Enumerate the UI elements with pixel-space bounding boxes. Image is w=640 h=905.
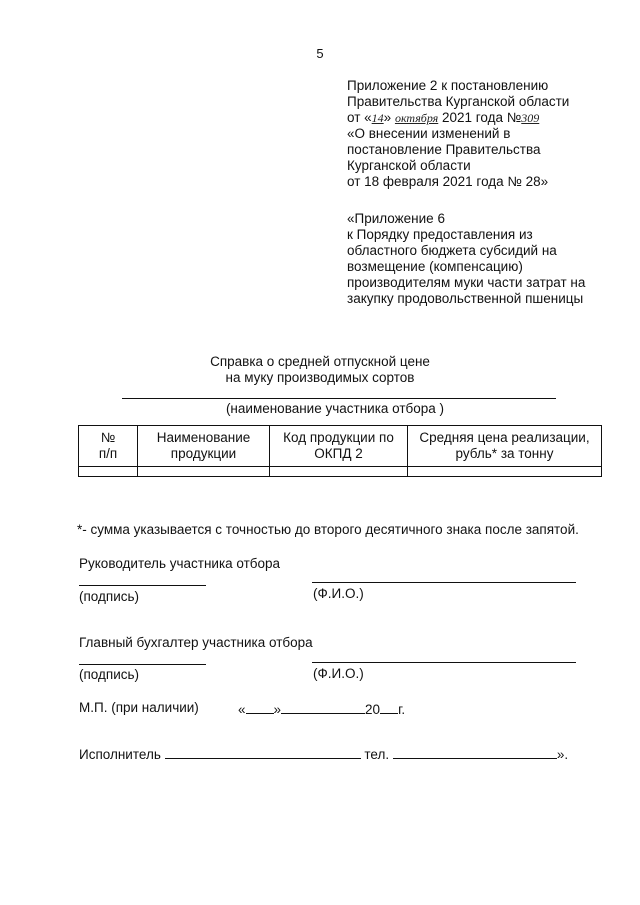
handwritten-month: октября: [394, 111, 439, 125]
page-number: 5: [316, 46, 324, 61]
table-row: [79, 467, 602, 477]
annex-header: [347, 78, 617, 190]
handwritten-day: 14: [371, 111, 384, 125]
stamp-label: М.П. (при наличии): [79, 700, 199, 715]
accountant-label: Главный бухгалтер участника отбора: [79, 635, 313, 650]
inner-annex: [347, 211, 617, 307]
phone-label: тел.: [364, 747, 390, 762]
date-field: [238, 700, 405, 718]
table-cell[interactable]: [270, 467, 408, 477]
title-line-1: Справка о средней отпускной цене: [210, 354, 430, 369]
director-signature-caption: (подпись): [79, 589, 140, 604]
director-label: Руководитель участника отбора: [79, 556, 281, 571]
executor-row: [79, 745, 568, 763]
accountant-signature-line[interactable]: [79, 664, 206, 665]
director-name-caption: (Ф.И.О.): [313, 586, 364, 601]
accountant-name-line[interactable]: [312, 662, 576, 663]
annex-line-3: [347, 110, 617, 126]
annex-line-4: «О внесении изменений в: [347, 126, 511, 141]
date-year-suffix: г.: [398, 702, 406, 717]
participant-name-caption: (наименование участника отбора ): [225, 401, 445, 416]
director-name-line[interactable]: [312, 582, 576, 583]
footnote: *- сумма указывается с точностью до второго десятичного знака после запятой.: [77, 522, 579, 537]
table-cell[interactable]: [408, 467, 602, 477]
annex-date-mid: »: [383, 110, 392, 125]
inner-annex-line-5: производителям муки части затрат на: [347, 275, 586, 290]
annex-line-5: постановление Правительства: [347, 142, 541, 157]
inner-annex-line-2: к Порядку предоставления из: [347, 227, 533, 242]
executor-label: Исполнитель: [79, 747, 161, 762]
date-close-quote: »: [273, 702, 282, 717]
price-table: [78, 425, 602, 477]
annex-date-prefix: от «: [347, 110, 372, 125]
annex-line-1: Приложение 2 к постановлению: [347, 78, 549, 93]
table-header-row: [79, 426, 602, 467]
director-signature-line[interactable]: [79, 585, 206, 586]
date-day-blank[interactable]: [246, 700, 274, 714]
table-cell[interactable]: [79, 467, 138, 477]
phone-blank[interactable]: [393, 745, 557, 759]
header-number: № п/п: [79, 426, 138, 467]
annex-date-year: 2021 года №: [442, 110, 522, 125]
executor-end: ».: [556, 747, 569, 762]
inner-annex-line-1: «Приложение 6: [347, 211, 445, 226]
date-year-blank[interactable]: [380, 700, 398, 714]
inner-annex-line-6: закупку продовольственной пшеницы: [347, 291, 584, 306]
date-year-prefix: 20: [365, 702, 381, 717]
annex-line-2: Правительства Курганской области: [347, 94, 570, 109]
header-product-name: Наименование продукции: [138, 426, 270, 467]
annex-line-6: Курганской области: [347, 158, 471, 173]
annex-line-7: от 18 февраля 2021 года № 28»: [347, 174, 549, 189]
title-line-2: на муку производимых сортов: [225, 370, 415, 385]
date-open-quote: «: [238, 702, 246, 717]
accountant-name-caption: (Ф.И.О.): [313, 666, 364, 681]
date-month-blank[interactable]: [281, 700, 365, 714]
header-okpd-code: Код продукции по ОКПД 2: [270, 426, 408, 467]
header-average-price: Средняя цена реализации, рубль* за тонну: [408, 426, 602, 467]
handwritten-number: 309: [521, 111, 540, 125]
inner-annex-line-4: возмещение (компенсацию): [347, 259, 523, 274]
table-cell[interactable]: [138, 467, 270, 477]
accountant-signature-caption: (подпись): [79, 667, 140, 682]
document-title: [0, 354, 640, 386]
inner-annex-line-3: областного бюджета субсидий на: [347, 243, 557, 258]
executor-name-blank[interactable]: [165, 745, 361, 759]
participant-name-line[interactable]: [122, 398, 556, 399]
